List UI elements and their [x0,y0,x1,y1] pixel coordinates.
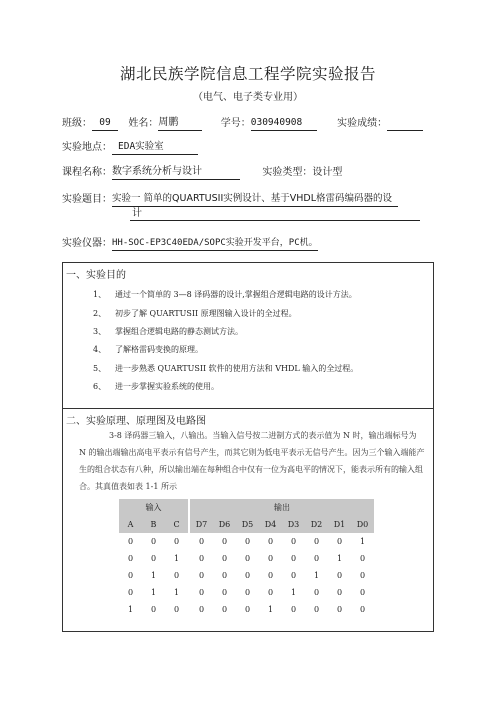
truth-table-group-header [119,499,374,516]
col-header-d1: D1 [328,516,351,533]
section-objectives [62,262,434,408]
info-row-location [62,140,198,155]
col-header-b: B [142,516,165,533]
score-label: 实验成绩： [337,118,388,129]
topic-line-2: 计 [130,207,420,221]
instrument-value: HH-SOC-EP3C40EDA/SOPC实验开发平台，PC机。 [112,236,318,251]
objective-item: 3、 掌握组合逻辑电路的静态测试方法。 [93,327,243,336]
objective-item: 6、 进一步掌握实验系统的使用。 [93,382,219,391]
table-row: 1 0 0 0 0 0 1 0 0 0 0 [127,605,366,614]
name-value: 周鹏 [158,116,202,131]
input-group-header: 输入 [119,499,188,516]
col-header-d7: D7 [190,516,213,533]
course-label: 课程名称： [62,167,112,178]
class-value: 09 [92,116,118,131]
type-value: 设计型 [312,167,343,178]
objective-item: 1、 通过一个简单的 3—8 译码器的设计,掌握组合逻辑电路的设计方法。 [93,290,357,299]
student-id-label: 学号： [220,118,251,129]
principle-paragraph: 3-8 译码器三输入，八输出。当输入信号按二进制方式的表示值为 N 时，输出端标号为 N 的输出端输出高电平表示有信号产生，而其它则为低电平表示无信号产生。因为三个输入端能产生的组合状态有八种，所以输出端在每种组合中仅有一位为高电平的情况下，能表示所有的输入组合。其真值表如表 1-1 所示 [79,431,425,491]
type-label: 实验类型： [262,167,313,178]
output-group-header: 输出 [190,499,374,516]
table-row: 0 1 1 0 0 0 0 1 0 0 0 [127,588,366,597]
report-title: 湖北民族学院信息工程学院实验报告 [119,65,376,83]
info-row-student [62,116,423,131]
class-label: 班级： [62,118,92,129]
col-header-c: C [165,516,188,533]
location-value: EDA实验室 [112,140,198,155]
report-subtitle: （电气、电子类专业用） [193,92,303,103]
instrument-label: 实验仪器： [62,238,112,249]
table-row: 0 0 0 0 0 0 0 0 0 0 1 [127,537,366,546]
col-header-d2: D2 [305,516,328,533]
objective-item: 5、 进一步熟悉 QUARTUSII 软件的使用方法和 VHDL 输入的全过程。 [93,364,359,373]
course-value: 数字系统分析与设计 [112,165,240,180]
col-header-d4: D4 [259,516,282,533]
score-value [387,117,423,131]
objective-item: 2、 初步了解 QUARTUSII 原理图输入设计的全过程。 [93,309,297,318]
topic-line-1: 实验一 简单的QUARTUSII实例设计、基于VHDL格雷码编码器的设 [112,192,398,207]
student-id-value: 030940908 [251,116,317,131]
location-label: 实验地点： [62,142,112,153]
truth-table [119,499,374,618]
info-row-topic [62,192,398,207]
col-header-d5: D5 [236,516,259,533]
col-header-a: A [119,516,142,533]
section-principle-title: 二、实验原理、原理图及电路图 [66,416,206,427]
info-row-instrument [62,236,318,251]
section-objectives-title: 一、实验目的 [66,270,126,281]
truth-table-column-header [119,516,374,533]
col-header-d0: D0 [351,516,374,533]
col-header-d3: D3 [282,516,305,533]
col-header-d6: D6 [213,516,236,533]
name-label: 姓名： [128,118,159,129]
topic-label: 实验题目： [62,194,112,205]
section-principle [62,408,434,632]
objective-item: 4、 了解格雷码变换的原理。 [93,345,203,354]
table-row: 0 1 0 0 0 0 0 0 1 0 0 [127,571,366,580]
info-row-course [62,165,342,180]
table-row: 0 0 1 0 0 0 0 0 0 1 0 [127,554,366,563]
